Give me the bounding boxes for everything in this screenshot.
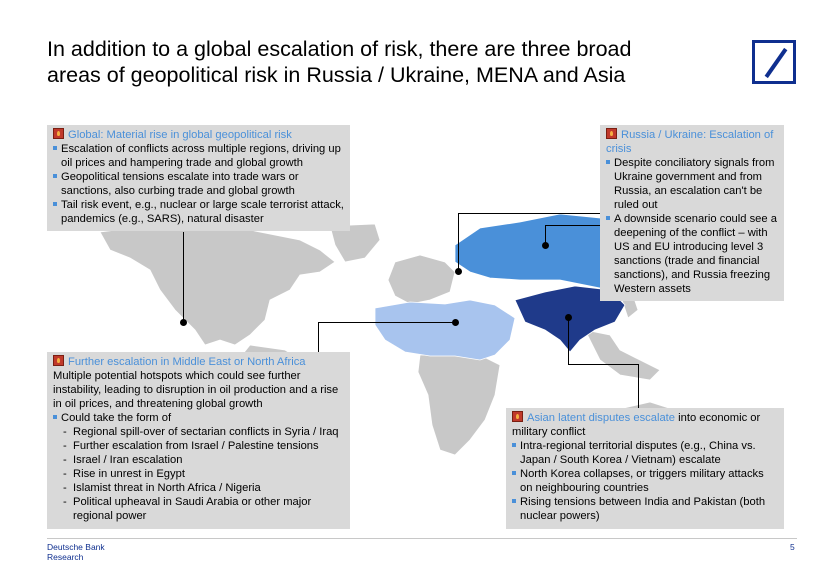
mena-intro: Multiple potential hotspots which could see further instability, leading to disruption in oil production and a rise in oil prices, and threatening global growth: [53, 370, 339, 410]
se-asia-shape: [585, 330, 660, 380]
mena-sub-3: - Israel / Iran escalation: [53, 453, 344, 467]
fire-icon: [53, 355, 64, 366]
global-header: Global: Material rise in global geopolitical risk: [53, 128, 344, 142]
footer-line-2: Research: [47, 552, 84, 562]
marker-global: [180, 319, 187, 326]
asia-bullet-2: North Korea collapses, or triggers military attacks on neighbouring countries: [512, 467, 778, 495]
north-america-shape: [100, 224, 335, 345]
fire-icon: [606, 128, 617, 139]
mena-sub-4: - Rise in unrest in Egypt: [53, 467, 344, 481]
footer-divider: [47, 538, 797, 539]
mena-box: [47, 352, 350, 529]
mena-sub-6: - Political upheaval in Saudi Arabia or other major regional power: [53, 495, 344, 523]
africa-shape: [418, 355, 500, 455]
connector-asia-h: [568, 364, 638, 365]
marker-russia: [542, 242, 549, 249]
mena-region: [375, 300, 515, 360]
connector-asia: [568, 318, 569, 364]
connector-mena: [318, 322, 455, 323]
connector-asia-v: [638, 364, 639, 408]
mena-sub-5: - Islamist threat in North Africa / Nigeria: [53, 481, 344, 495]
footer-line-1: Deutsche Bank: [47, 542, 105, 552]
asia-header: Asian latent disputes escalate into economic or military conflict: [512, 412, 761, 438]
footer-brand: [47, 542, 105, 562]
global-bullet-2: Geopolitical tensions escalate into trade wars or sanctions, also curbing trade and global growth: [53, 170, 344, 198]
mena-header: Further escalation in Middle East or North Africa: [53, 355, 344, 369]
marker-ukraine: [455, 268, 462, 275]
connector-mena-v: [318, 322, 319, 352]
title-line-1: In addition to a global escalation of risk, there are three broad: [47, 37, 632, 61]
fire-icon: [512, 411, 523, 422]
connector-russia-h: [458, 213, 600, 214]
mena-sub-2: - Further escalation from Israel / Palestine tensions: [53, 439, 344, 453]
global-bullet-1: Escalation of conflicts across multiple regions, driving up oil prices and hampering trade and global growth: [53, 142, 344, 170]
europe-shape: [388, 255, 455, 304]
asia-bullet-3: Rising tensions between India and Pakistan (both nuclear powers): [512, 495, 778, 523]
marker-asia: [565, 314, 572, 321]
connector-russia: [458, 213, 459, 271]
connector-russia-2: [545, 225, 600, 226]
title-line-2: areas of geopolitical risk in Russia / Ukraine, MENA and Asia: [47, 63, 626, 87]
marker-mena: [452, 319, 459, 326]
russia-bullet-1: Despite conciliatory signals from Ukraine government and from Russia, an escalation can't be ruled out: [606, 156, 778, 212]
global-risk-box: [47, 125, 350, 231]
connector-global: [183, 232, 184, 322]
asia-bullet-1: Intra-regional territorial disputes (e.g., China vs. Japan / South Korea / Vietnam) escalate: [512, 439, 778, 467]
russia-header: Russia / Ukraine: Escalation of crisis: [606, 129, 774, 155]
russia-bullet-2: A downside scenario could see a deepening of the conflict – with US and EU introducing level 3 sanctions (trade and financial sanctions), and Russia freezing Western assets: [606, 212, 778, 296]
asia-box: [506, 408, 784, 529]
fire-icon: [53, 128, 64, 139]
russia-ukraine-box: [600, 125, 784, 301]
mena-sub-1: - Regional spill-over of sectarian conflicts in Syria / Iraq: [53, 425, 344, 439]
page-number: 5: [790, 542, 795, 552]
global-bullet-3: Tail risk event, e.g., nuclear or large scale terrorist attack, pandemics (e.g., SARS), natural disaster: [53, 198, 344, 226]
mena-bullet: Could take the form of: [53, 411, 344, 425]
